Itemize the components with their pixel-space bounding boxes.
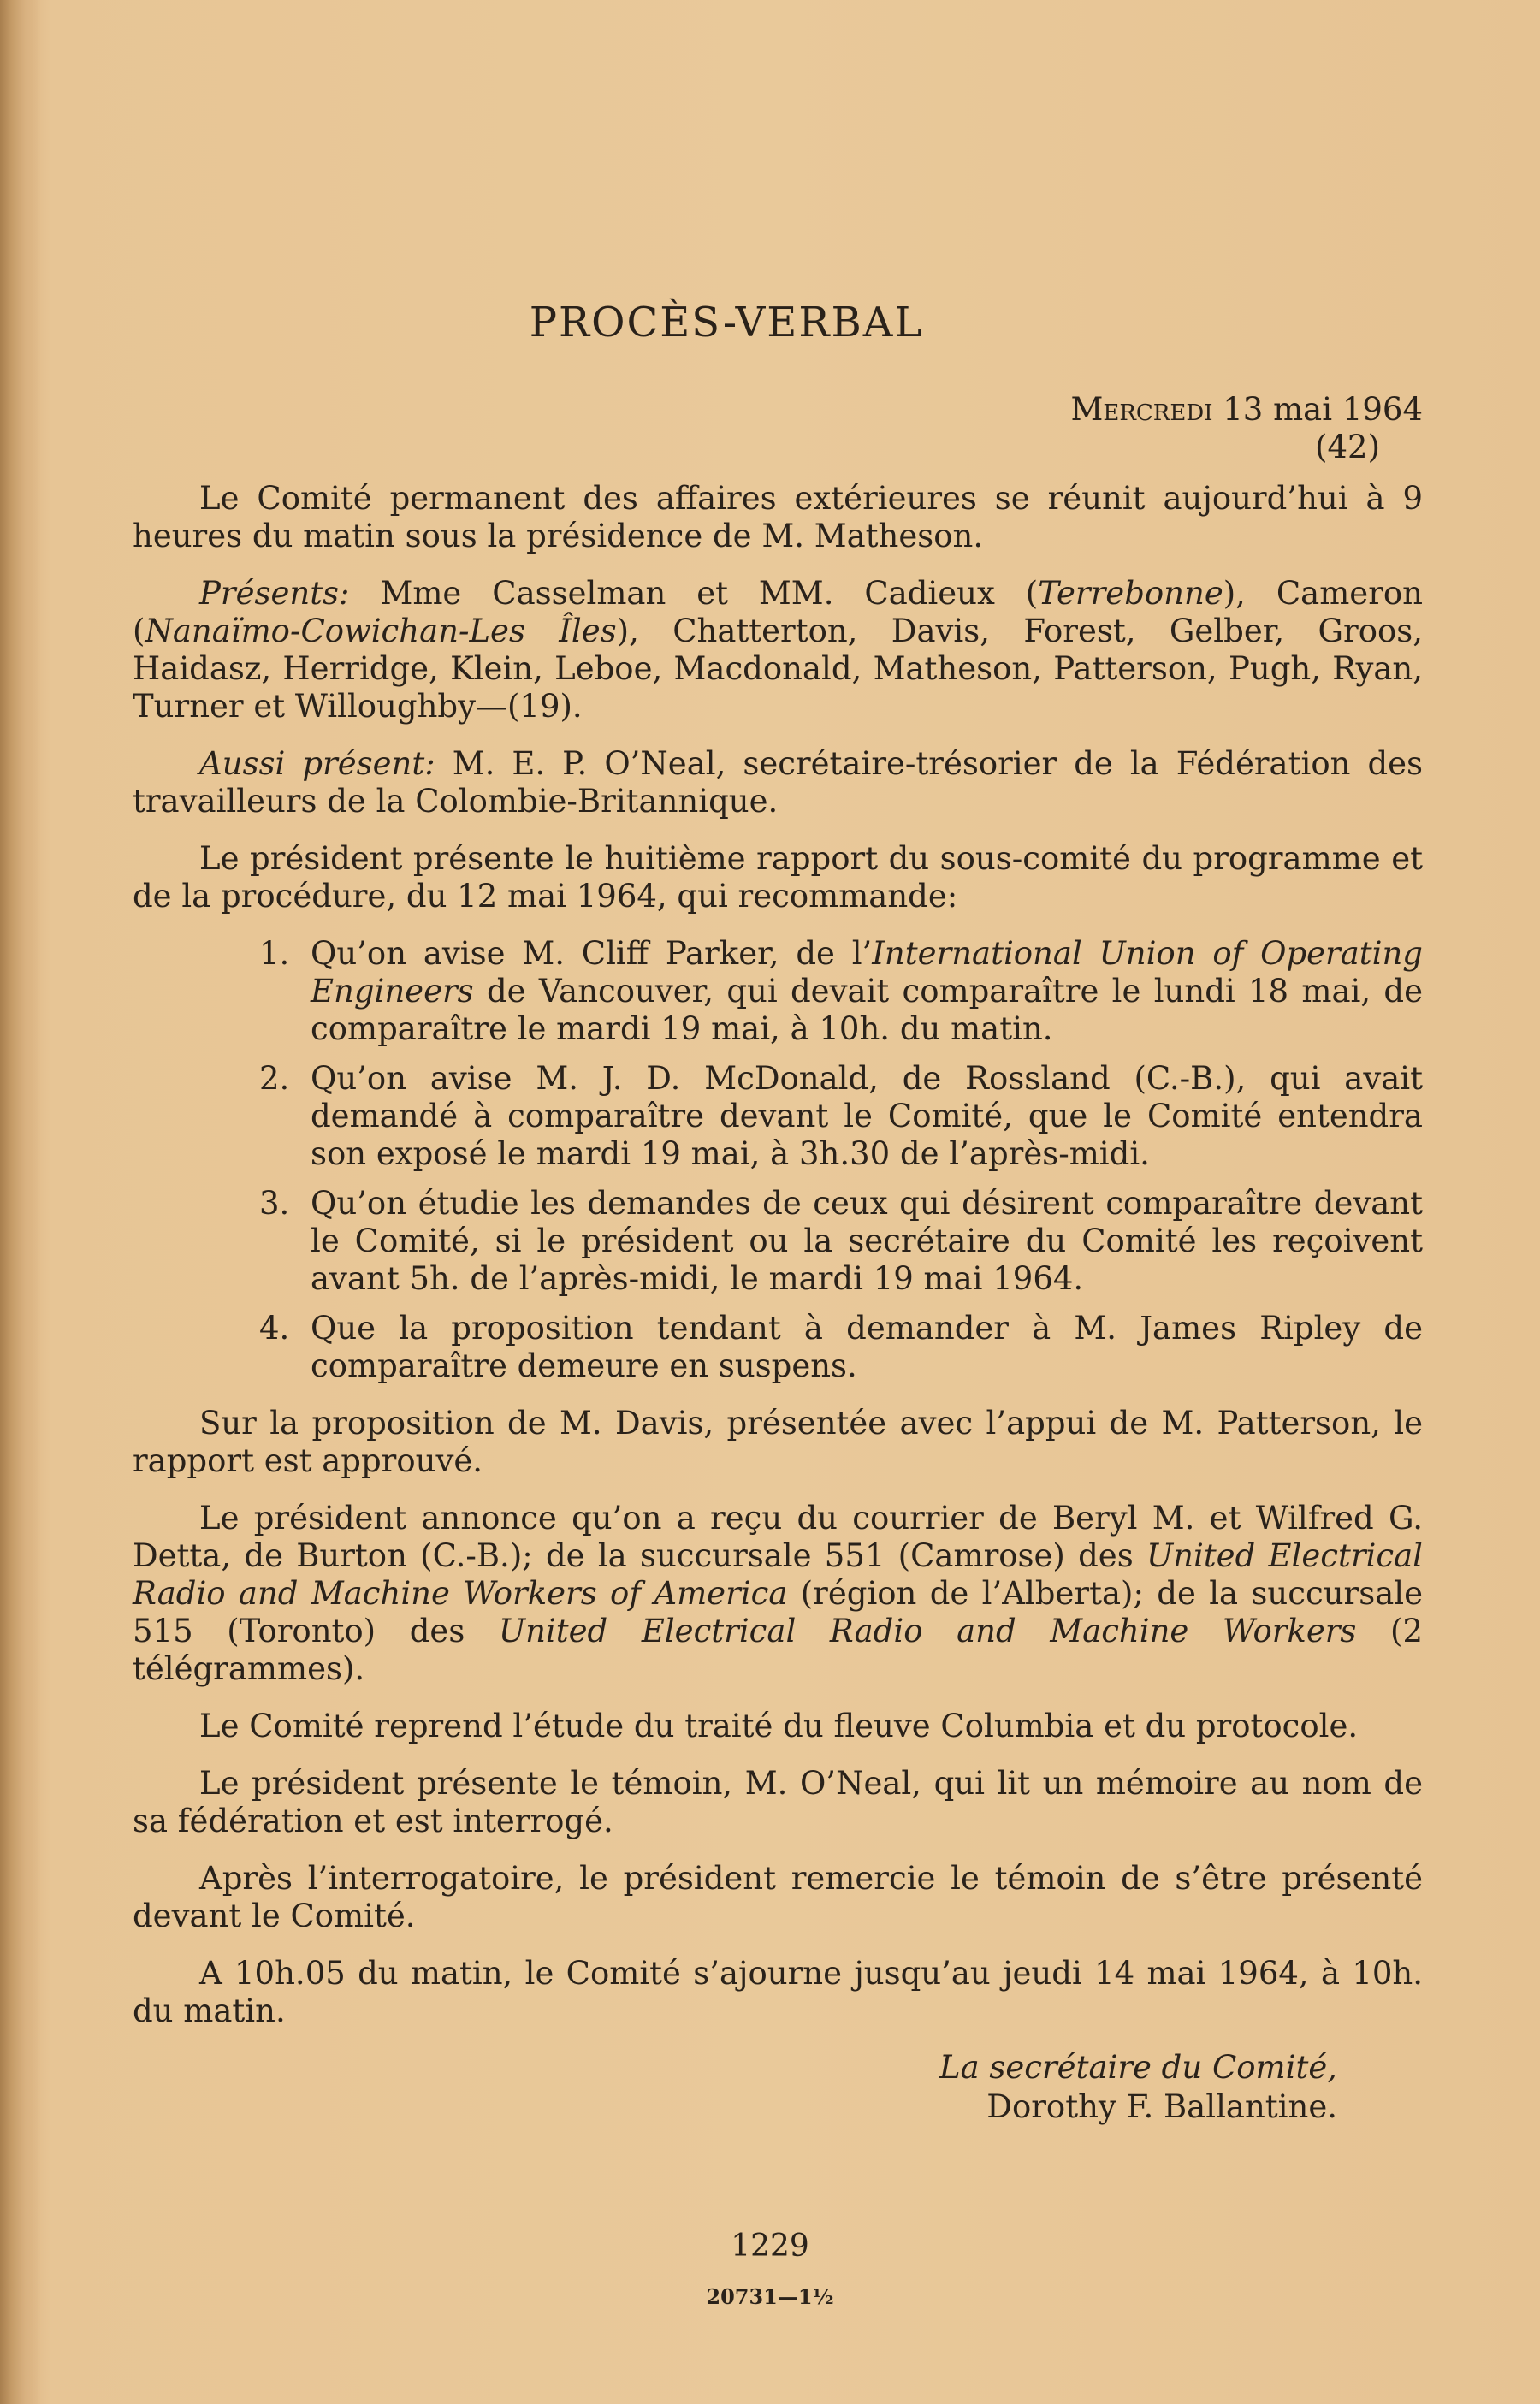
- presents-label: Présents:: [199, 575, 350, 612]
- also-present-text: M. E. P. O’Neal, secrétaire-trésorier de la Fédération des travailleurs de la Colombie-Britannique.: [133, 745, 1424, 820]
- meeting-date-block: [133, 391, 1423, 466]
- list-item: [133, 1310, 1423, 1385]
- treaty-paragraph: Le Comité reprend l’étude du traité du fleuve Columbia et du protocole.: [199, 1708, 1359, 1744]
- riding-terrebonne: Terrebonne: [1038, 575, 1223, 612]
- signature-block: [133, 2048, 1423, 2127]
- page-number: 1229: [731, 2229, 809, 2264]
- list-item-text: Que la proposition tendant à demander à M. James Ripley de comparaître demeure en suspens.: [311, 1310, 1423, 1384]
- meeting-date-rest: 13 mai 1964: [1212, 391, 1423, 428]
- correspondence-text-2: (région de l’Alberta); de la succursale 515 (Toronto) des: [133, 1575, 1423, 1649]
- list-item-number: 1.: [259, 935, 290, 972]
- report-intro-paragraph: Le président présente le huitième rapport du sous-comité du programme et de la procédure, du 12 mai 1964, qui recommande:: [133, 840, 1423, 915]
- attendance-paragraph: [133, 575, 1423, 725]
- list-item: [133, 1060, 1423, 1173]
- signature-name: Dorothy F. Ballantine.: [986, 2088, 1337, 2125]
- page-title: PROCÈS-VERBAL: [529, 299, 924, 346]
- opening-paragraph: Le Comité permanent des affaires extérieures se réunit aujourd’hui à 9 heures du matin sous la présidence de M. Matheson.: [133, 480, 1423, 554]
- witness-paragraph: Le président présente le témoin, M. O’Neal, qui lit un mémoire au nom de sa fédération et est interrogé.: [133, 1765, 1423, 1839]
- list-item-text: Qu’on avise M. Cliff Parker, de l’: [311, 935, 873, 972]
- list-item-italic: International Union of Operating Engineers: [311, 935, 1423, 1010]
- adjournment-paragraph: A 10h.05 du matin, le Comité s’ajourne jusqu’au jeudi 14 mai 1964, à 10h. du matin.: [133, 1955, 1423, 2029]
- presents-mme: Mme: [380, 575, 462, 612]
- motion-paragraph: Sur la proposition de M. Davis, présentée avec l’appui de M. Patterson, le rapport est approuvé.: [133, 1405, 1423, 1479]
- list-item: [133, 935, 1423, 1048]
- list-item: [133, 1185, 1423, 1298]
- list-item-text: Qu’on étudie les demandes de ceux qui désirent comparaître devant le Comité, si le président ou la secrétaire du Comité les reçoivent avant 5h. de l’après-midi, le mardi 19 mai 1964.: [311, 1185, 1423, 1297]
- list-item-text: Qu’on avise M. J. D. McDonald, de Rossland (C.-B.), qui avait demandé à comparaître devant le Comité, que le Comité entendra son exposé le mardi 19 mai, à 3h.30 de l’après-midi.: [311, 1060, 1423, 1172]
- meeting-sequence-number: (42): [1315, 429, 1380, 465]
- presents-text-2: ), Cameron (: [133, 575, 1424, 649]
- list-item-text-end: de Vancouver, qui devait comparaître le lundi 18 mai, de comparaître le mardi 19 mai, à 10h. du matin.: [311, 973, 1423, 1047]
- list-item-number: 2.: [259, 1060, 290, 1097]
- presents-text-1: Casselman et MM. Cadieux (: [461, 575, 1039, 612]
- meeting-date: [133, 391, 1423, 429]
- correspondence-paragraph: [133, 1500, 1423, 1688]
- meeting-weekday: Mercredi: [1070, 391, 1213, 428]
- list-item-number: 3.: [259, 1185, 290, 1222]
- also-present-label: Aussi présent:: [199, 745, 435, 782]
- correspondence-text-3: (2 télégrammes).: [133, 1613, 1423, 1687]
- riding-nanaimo: Nanaïmo-Cowichan-Les Îles: [145, 613, 617, 649]
- page-binding-edge: [0, 0, 41, 2404]
- thanks-paragraph: Après l’interrogatoire, le président remercie le témoin de s’être présenté devant le Comité.: [133, 1860, 1423, 1934]
- print-code: 20731—1½: [706, 2284, 834, 2309]
- also-present-paragraph: [133, 745, 1423, 820]
- union-name-2: United Electrical Radio and Machine Workers: [498, 1613, 1357, 1649]
- recommendations-list: [133, 935, 1423, 1385]
- list-item-number: 4.: [259, 1310, 290, 1347]
- presents-text-3: ), Chatterton, Davis, Forest, Gelber, Groos, Haidasz, Herridge, Klein, Leboe, Macdonald, Matheson, Patterson, Pugh, Ryan, Turner et Willoughby—(19).: [133, 613, 1423, 725]
- minutes-body: [133, 299, 1424, 2127]
- correspondence-text-1: Le président annonce qu’on a reçu du courrier de Beryl M. et Wilfred G. Detta, de Burton (C.-B.); de la succursale 551 (Camrose) des: [133, 1500, 1423, 1574]
- signature-role: La secrétaire du Comité,: [939, 2049, 1337, 2086]
- union-name-1: United Electrical Radio and Machine Workers of America: [133, 1537, 1423, 1612]
